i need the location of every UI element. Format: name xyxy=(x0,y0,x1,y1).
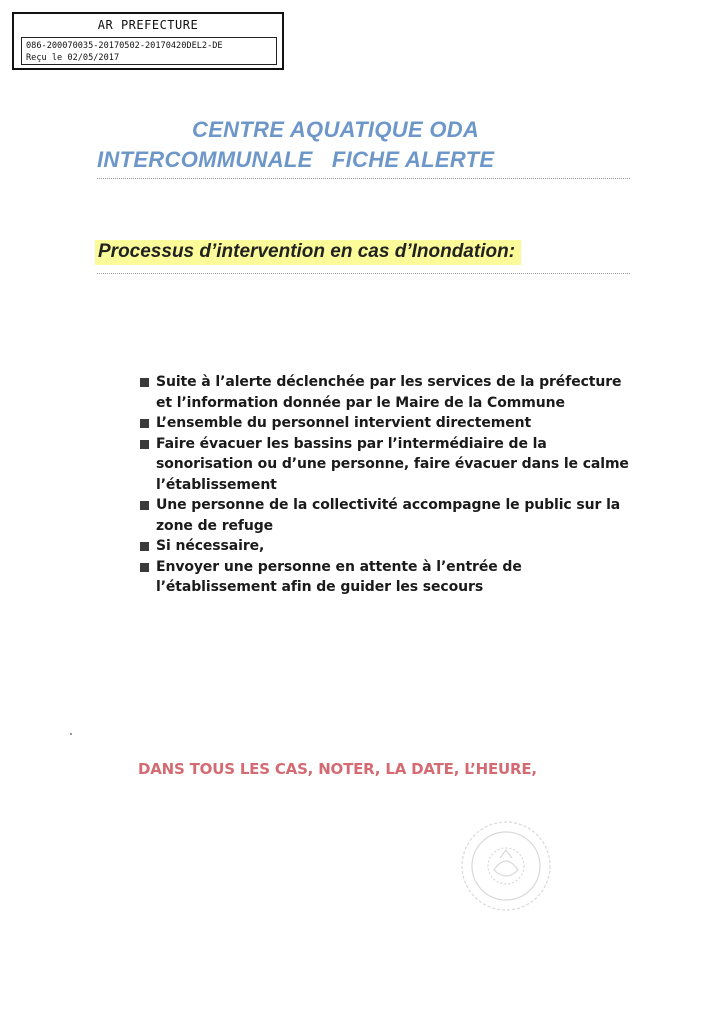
list-item xyxy=(138,495,638,536)
prefecture-stamp xyxy=(12,12,284,70)
list-item-text: Suite à l’alerte déclenchée par les services de la préfecture et l’information donnée par le Maire de la Commune xyxy=(156,374,622,411)
square-bullet-icon xyxy=(140,563,149,572)
page-title-line-2: INTERCOMMUNALE FICHE ALERTE xyxy=(97,147,495,172)
official-seal-icon xyxy=(458,818,554,914)
scan-speck xyxy=(70,733,72,735)
list-item xyxy=(138,557,638,598)
list-item xyxy=(138,372,638,413)
procedure-list xyxy=(138,372,638,598)
list-item xyxy=(138,434,638,496)
square-bullet-icon xyxy=(140,440,149,449)
list-item xyxy=(138,413,638,434)
square-bullet-icon xyxy=(140,501,149,510)
list-item-text: Envoyer une personne en attente à l’entrée de l’établissement afin de guider les secours xyxy=(156,558,522,595)
footer-note: DANS TOUS LES CAS, NOTER, LA DATE, L’HEURE, xyxy=(138,760,537,778)
list-item xyxy=(138,536,638,557)
stamp-heading: AR PREFECTURE xyxy=(97,18,199,32)
list-item-text: Faire évacuer les bassins par l’intermédiaire de la sonorisation ou d’une personne, faire évacuer dans le calme l’établissement xyxy=(156,435,629,493)
stamp-reference: 086-200070035-20170502-20170420DEL2-DE xyxy=(26,41,223,51)
square-bullet-icon xyxy=(140,419,149,428)
divider xyxy=(97,273,630,274)
page-title-line-1: CENTRE AQUATIQUE ODA xyxy=(192,117,480,142)
stamp-received-date: Reçu le 02/05/2017 xyxy=(26,53,120,63)
square-bullet-icon xyxy=(140,542,149,551)
square-bullet-icon xyxy=(140,378,149,387)
section-subtitle: Processus d’intervention en cas d’Inondation: xyxy=(95,240,521,265)
list-item-text: Une personne de la collectivité accompagne le public sur la zone de refuge xyxy=(156,497,621,534)
divider xyxy=(97,178,630,179)
list-item-text: L’ensemble du personnel intervient directement xyxy=(156,415,532,431)
list-item-text: Si nécessaire, xyxy=(156,538,265,554)
stamp-details xyxy=(21,37,277,65)
